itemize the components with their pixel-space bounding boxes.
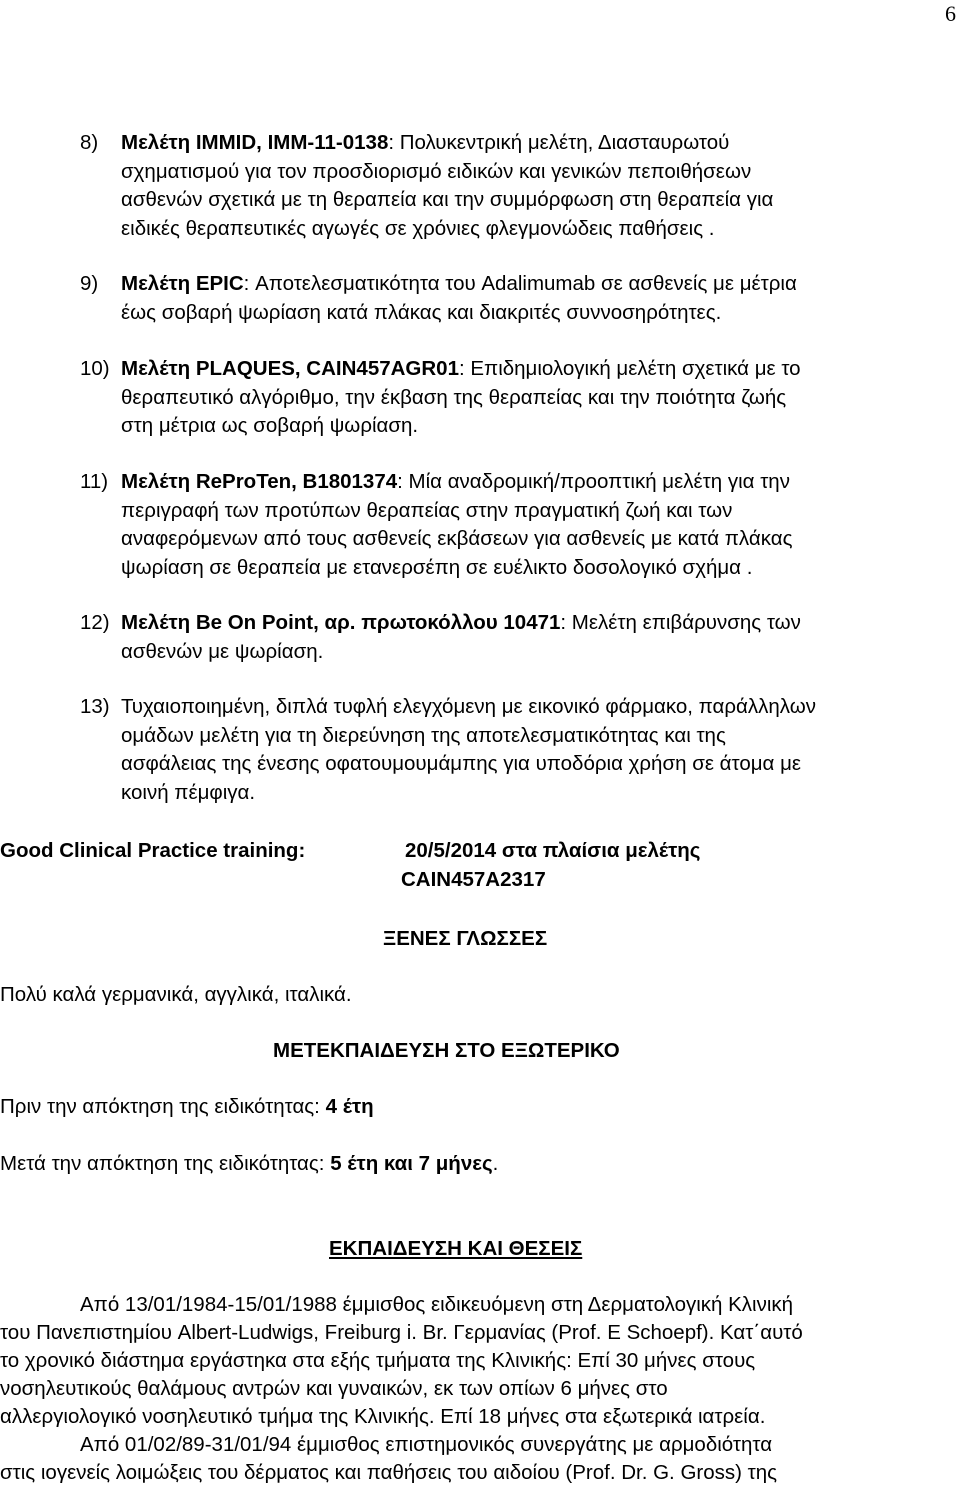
study-number: 13) <box>80 695 110 718</box>
page-number: 6 <box>945 1 956 26</box>
study-text-line: θεραπευτικό αλγόριθμο, την έκβαση της θεραπείας και την ποιότητα ζωής <box>121 385 787 409</box>
study-text-line: ομάδων μελέτη για τη διερεύνηση της αποτελεσματικότητας και της <box>121 723 726 747</box>
study-text-line: : Μία αναδρομική/προοπτική μελέτη για την <box>397 470 790 493</box>
study-text-line: ασθενών με ψωρίαση. <box>121 639 324 663</box>
study-item-8 <box>80 129 960 243</box>
study-item-12 <box>80 609 960 666</box>
training-before-value: 4 έτη <box>325 1095 374 1118</box>
study-text-line: : Πολυκεντρική μελέτη, Διασταυρωτού <box>388 131 730 154</box>
education-heading: ΕΚΠΑΙΔΕΥΣΗ ΚΑΙ ΘΕΣΕΙΣ <box>329 1237 583 1260</box>
study-number: 9) <box>80 272 99 295</box>
training-after-suffix: . <box>492 1152 499 1175</box>
education-line: Από 13/01/1984-15/01/1988 έμμισθος ειδικευόμενη στη Δερματολογική Κλινική <box>80 1293 794 1316</box>
gcp-value: 20/5/2014 στα πλαίσια μελέτης <box>405 839 701 862</box>
training-before-label: Πριν την απόκτηση της ειδικότητας: <box>0 1095 320 1118</box>
training-after <box>0 1150 498 1179</box>
study-number: 8) <box>80 131 99 154</box>
languages-heading: ΞΕΝΕΣ ΓΛΩΣΣΕΣ <box>383 927 548 950</box>
study-text-line: σχηματισμού για τον προσδιορισμό ειδικών και γενικών πεποιθήσεων <box>121 159 752 183</box>
study-item-9 <box>80 270 960 327</box>
education-line: αλλεργιολογικό νοσηλευτικό τμήμα της Κλινικής. Επί 18 μήνες στα εξωτερικά ιατρεία. <box>0 1405 766 1428</box>
gcp-label: Good Clinical Practice training: <box>0 839 306 862</box>
education-line: το χρονικό διάστημα εργάστηκα στα εξής τμήματα της Κλινικής: Επί 30 μήνες στους <box>0 1349 756 1372</box>
study-text-line: ασθενών σχετικά με τη θεραπεία και την συμμόρφωση στη θεραπεία για <box>121 188 774 211</box>
training-after-label: Μετά την απόκτηση της ειδικότητας: <box>0 1152 325 1175</box>
study-title: Μελέτη EPIC <box>121 272 244 295</box>
study-title: Μελέτη Be On Point, αρ. πρωτοκόλλου 10471 <box>121 611 561 634</box>
education-line: στις ιογενείς λοιμώξεις του δέρματος και παθήσεις του αιδοίου (Prof. Dr. G. Gross) της <box>0 1461 778 1484</box>
study-title: Μελέτη PLAQUES, CAIN457AGR01 <box>121 357 459 380</box>
study-title: Μελέτη ReProTen, B1801374 <box>121 470 398 493</box>
study-number: 12) <box>80 611 110 634</box>
study-text-line: Τυχαιοποιημένη, διπλά τυφλή ελεγχόμενη με εικονικό φάρμακο, παράλληλων <box>121 695 816 718</box>
study-item-11 <box>80 468 960 582</box>
study-text-line: αναφερόμενων από τους ασθενείς εκβάσεων για ασθενείς με κατά πλάκας <box>121 527 793 550</box>
study-text-line: ψωρίαση σε θεραπεία με ετανερσέπη σε ευέλικτο δοσολογικό σχήμα . <box>121 555 753 579</box>
study-text-line: έως σοβαρή ψωρίαση κατά πλάκας και διακριτές συννοσηρότητες. <box>121 300 722 324</box>
education-line: Από 01/02/89-31/01/94 έμμισθος επιστημονικός συνεργάτης με αρμοδιότητα <box>80 1433 773 1456</box>
study-text-line: κοινή πέμφιγα. <box>121 780 256 804</box>
education-line: νοσηλευτικούς θαλάμους αντρών και γυναικών, εκ των οπίων 6 μήνες στο <box>0 1377 668 1400</box>
languages-text: Πολύ καλά γερμανικά, αγγλικά, ιταλικά. <box>0 983 352 1006</box>
study-text-line: ειδικές θεραπευτικές αγωγές σε χρόνιες φλεγμονώδεις παθήσεις . <box>121 216 715 240</box>
study-text-line: : Μελέτη επιβάρυνσης των <box>560 611 801 634</box>
study-text-line: : Αποτελεσματικότητα του Adalimumab σε ασθενείς με μέτρια <box>243 272 797 295</box>
study-text-line: στη μέτρια ως σοβαρή ψωρίαση. <box>121 414 419 437</box>
study-text-line: ασφάλειας της ένεσης οφατουμουμάμπης για υποδόρια χρήση σε άτομα με <box>121 752 802 775</box>
training-abroad-heading: ΜΕΤΕΚΠΑΙΔΕΥΣΗ ΣΤΟ ΕΞΩΤΕΡΙΚΟ <box>273 1039 620 1062</box>
training-before <box>0 1093 374 1122</box>
study-number: 10) <box>80 357 110 380</box>
study-text-line: : Επιδημιολογική μελέτη σχετικά με το <box>458 357 801 380</box>
training-after-value: 5 έτη και 7 μήνες <box>330 1152 493 1175</box>
study-item-10 <box>80 355 960 441</box>
study-number: 11) <box>80 470 109 493</box>
gcp-study-code: CAIN457A2317 <box>401 868 546 891</box>
study-text-line: περιγραφή των προτύπων θεραπείας στην πραγματική ζωή και των <box>121 498 733 522</box>
study-title: Μελέτη IMMID, IMM-11-0138 <box>121 131 389 154</box>
study-item-13 <box>80 693 960 807</box>
education-line: του Πανεπιστημίου Albert-Ludwigs, Freiburg i. Br. Γερμανίας (Prof. E Schoepf). Κατ΄αυτό <box>0 1321 803 1344</box>
